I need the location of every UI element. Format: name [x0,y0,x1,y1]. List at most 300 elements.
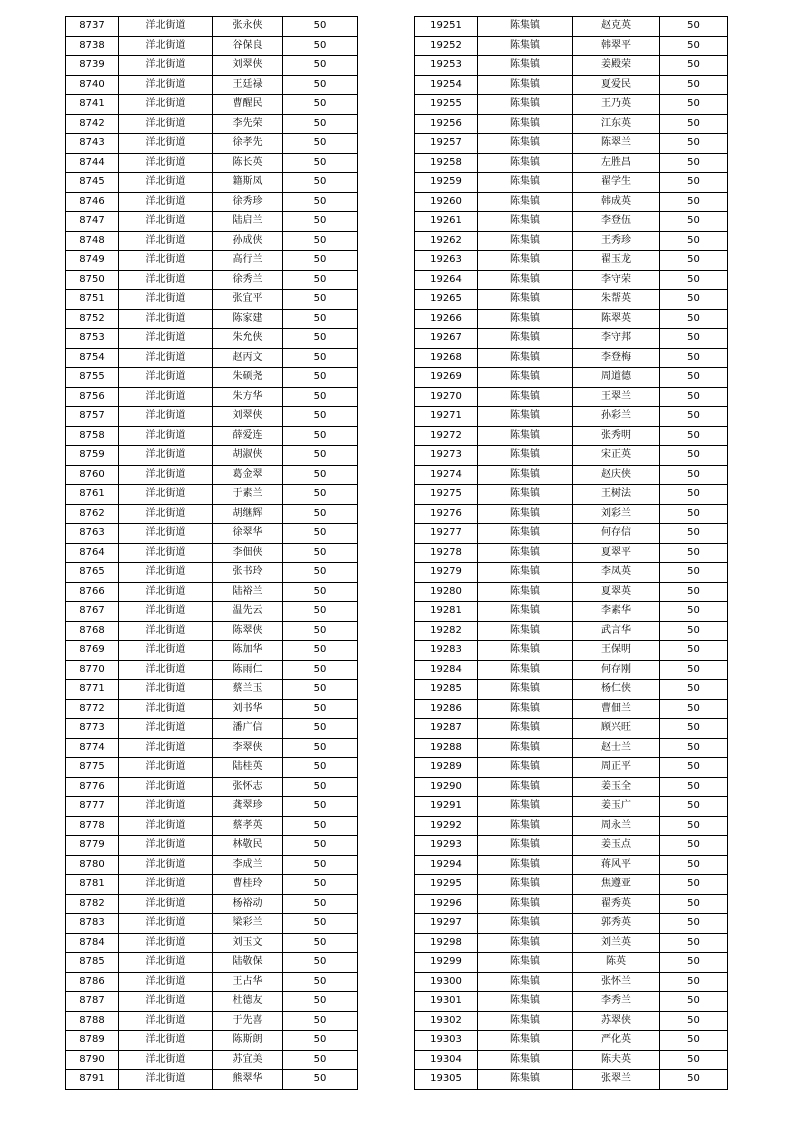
person-name-cell: 韩成英 [573,192,660,212]
township-cell: 洋北街道 [119,894,213,914]
person-name-cell: 高行兰 [213,251,283,271]
amount-cell: 50 [283,309,358,329]
table-row [415,543,728,563]
person-name-cell: 潘广信 [213,719,283,739]
table-row [415,758,728,778]
table-row [415,134,728,154]
amount-cell: 50 [283,231,358,251]
table-row [415,368,728,388]
table-row [66,251,358,271]
table-row [66,719,358,739]
township-cell: 洋北街道 [119,95,213,115]
person-name-cell: 陈长英 [213,153,283,173]
serial-number-cell: 8737 [66,17,119,37]
table-row [66,504,358,524]
amount-cell: 50 [283,972,358,992]
serial-number-cell: 19264 [415,270,478,290]
township-cell: 洋北街道 [119,641,213,661]
amount-cell: 50 [660,699,728,719]
table-row [66,933,358,953]
township-cell: 洋北街道 [119,465,213,485]
person-name-cell: 焦遵亚 [573,875,660,895]
amount-cell: 50 [660,797,728,817]
person-name-cell: 胡淑侠 [213,446,283,466]
serial-number-cell: 8760 [66,465,119,485]
township-cell: 陈集镇 [478,894,573,914]
amount-cell: 50 [660,972,728,992]
township-cell: 陈集镇 [478,95,573,115]
amount-cell: 50 [283,290,358,310]
township-cell: 洋北街道 [119,290,213,310]
table-row [66,524,358,544]
person-name-cell: 李登梅 [573,348,660,368]
person-name-cell: 薛爱连 [213,426,283,446]
township-cell: 陈集镇 [478,212,573,232]
table-row [66,485,358,505]
person-name-cell: 夏翠英 [573,582,660,602]
person-name-cell: 朱允侠 [213,329,283,349]
table-row [66,1031,358,1051]
serial-number-cell: 19271 [415,407,478,427]
township-cell: 洋北街道 [119,426,213,446]
township-cell: 陈集镇 [478,699,573,719]
person-name-cell: 陈斯朗 [213,1031,283,1051]
person-name-cell: 张书玲 [213,563,283,583]
amount-cell: 50 [283,797,358,817]
township-cell: 洋北街道 [119,17,213,37]
township-cell: 洋北街道 [119,446,213,466]
person-name-cell: 李守荣 [573,270,660,290]
table-row [415,621,728,641]
serial-number-cell: 8738 [66,36,119,56]
person-name-cell: 徐秀珍 [213,192,283,212]
amount-cell: 50 [660,1050,728,1070]
person-name-cell: 张怀志 [213,777,283,797]
amount-cell: 50 [660,348,728,368]
table-row [415,797,728,817]
person-name-cell: 何存信 [573,524,660,544]
amount-cell: 50 [660,855,728,875]
table-row [66,855,358,875]
amount-cell: 50 [660,251,728,271]
table-row [66,582,358,602]
person-name-cell: 王翠兰 [573,387,660,407]
right-roster-body [415,17,728,1090]
person-name-cell: 武言华 [573,621,660,641]
person-name-cell: 杜德友 [213,992,283,1012]
person-name-cell: 朱方华 [213,387,283,407]
person-name-cell: 李素华 [573,602,660,622]
person-name-cell: 张宜平 [213,290,283,310]
township-cell: 洋北街道 [119,563,213,583]
amount-cell: 50 [660,56,728,76]
person-name-cell: 王乃英 [573,95,660,115]
table-row [415,855,728,875]
amount-cell: 50 [283,134,358,154]
serial-number-cell: 19296 [415,894,478,914]
amount-cell: 50 [660,231,728,251]
amount-cell: 50 [660,465,728,485]
table-row [66,816,358,836]
township-cell: 陈集镇 [478,17,573,37]
township-cell: 陈集镇 [478,290,573,310]
serial-number-cell: 8745 [66,173,119,193]
person-name-cell: 刘玉文 [213,933,283,953]
table-row [66,387,358,407]
township-cell: 洋北街道 [119,699,213,719]
person-name-cell: 陈翠侠 [213,621,283,641]
table-row [66,602,358,622]
township-cell: 洋北街道 [119,504,213,524]
person-name-cell: 陈翠兰 [573,134,660,154]
amount-cell: 50 [283,582,358,602]
person-name-cell: 李秀兰 [573,992,660,1012]
township-cell: 陈集镇 [478,758,573,778]
township-cell: 陈集镇 [478,36,573,56]
table-row [66,836,358,856]
amount-cell: 50 [660,485,728,505]
amount-cell: 50 [283,387,358,407]
amount-cell: 50 [660,212,728,232]
table-row [66,894,358,914]
township-cell: 陈集镇 [478,543,573,563]
table-row [66,972,358,992]
township-cell: 陈集镇 [478,134,573,154]
serial-number-cell: 19299 [415,953,478,973]
serial-number-cell: 8785 [66,953,119,973]
amount-cell: 50 [283,933,358,953]
amount-cell: 50 [660,914,728,934]
serial-number-cell: 19290 [415,777,478,797]
township-cell: 洋北街道 [119,933,213,953]
serial-number-cell: 19297 [415,914,478,934]
person-name-cell: 籍斯凤 [213,173,283,193]
township-cell: 陈集镇 [478,114,573,134]
township-cell: 陈集镇 [478,329,573,349]
township-cell: 洋北街道 [119,1011,213,1031]
serial-number-cell: 8758 [66,426,119,446]
township-cell: 陈集镇 [478,446,573,466]
township-cell: 洋北街道 [119,56,213,76]
table-row [415,95,728,115]
person-name-cell: 翟玉龙 [573,251,660,271]
amount-cell: 50 [660,134,728,154]
serial-number-cell: 8748 [66,231,119,251]
amount-cell: 50 [283,816,358,836]
amount-cell: 50 [283,1070,358,1090]
serial-number-cell: 8783 [66,914,119,934]
amount-cell: 50 [283,75,358,95]
person-name-cell: 赵丙文 [213,348,283,368]
serial-number-cell: 8786 [66,972,119,992]
table-row [66,446,358,466]
table-row [66,309,358,329]
amount-cell: 50 [660,777,728,797]
township-cell: 洋北街道 [119,368,213,388]
person-name-cell: 左胜昌 [573,153,660,173]
person-name-cell: 赵庆侠 [573,465,660,485]
amount-cell: 50 [283,875,358,895]
table-row [415,114,728,134]
person-name-cell: 李成兰 [213,855,283,875]
serial-number-cell: 19294 [415,855,478,875]
table-row [66,17,358,37]
table-row [415,582,728,602]
township-cell: 洋北街道 [119,1050,213,1070]
serial-number-cell: 19302 [415,1011,478,1031]
table-row [415,680,728,700]
serial-number-cell: 8759 [66,446,119,466]
serial-number-cell: 19257 [415,134,478,154]
table-row [415,953,728,973]
table-row [415,387,728,407]
serial-number-cell: 19277 [415,524,478,544]
person-name-cell: 姜玉点 [573,836,660,856]
serial-number-cell: 8749 [66,251,119,271]
township-cell: 洋北街道 [119,407,213,427]
township-cell: 陈集镇 [478,1031,573,1051]
table-row [66,134,358,154]
amount-cell: 50 [283,1031,358,1051]
township-cell: 陈集镇 [478,192,573,212]
serial-number-cell: 8774 [66,738,119,758]
township-cell: 陈集镇 [478,816,573,836]
table-row [415,602,728,622]
table-row [415,251,728,271]
amount-cell: 50 [283,894,358,914]
amount-cell: 50 [283,465,358,485]
person-name-cell: 李佃侠 [213,543,283,563]
table-row [415,933,728,953]
amount-cell: 50 [283,56,358,76]
amount-cell: 50 [660,563,728,583]
person-name-cell: 李先荣 [213,114,283,134]
township-cell: 陈集镇 [478,1070,573,1090]
amount-cell: 50 [283,446,358,466]
amount-cell: 50 [660,446,728,466]
township-cell: 洋北街道 [119,914,213,934]
serial-number-cell: 8746 [66,192,119,212]
township-cell: 洋北街道 [119,797,213,817]
person-name-cell: 孙成侠 [213,231,283,251]
table-row [415,36,728,56]
serial-number-cell: 19270 [415,387,478,407]
table-row [415,875,728,895]
person-name-cell: 夏爱民 [573,75,660,95]
table-row [415,1031,728,1051]
township-cell: 洋北街道 [119,680,213,700]
township-cell: 洋北街道 [119,758,213,778]
person-name-cell: 曹醒民 [213,95,283,115]
person-name-cell: 陈夫英 [573,1050,660,1070]
table-row [66,1070,358,1090]
amount-cell: 50 [660,719,728,739]
person-name-cell: 姜殿荣 [573,56,660,76]
township-cell: 洋北街道 [119,212,213,232]
person-name-cell: 蔡兰玉 [213,680,283,700]
person-name-cell: 曹佃兰 [573,699,660,719]
township-cell: 洋北街道 [119,621,213,641]
serial-number-cell: 19295 [415,875,478,895]
amount-cell: 50 [660,407,728,427]
township-cell: 洋北街道 [119,485,213,505]
serial-number-cell: 19293 [415,836,478,856]
person-name-cell: 胡继辉 [213,504,283,524]
table-row [415,836,728,856]
amount-cell: 50 [660,504,728,524]
amount-cell: 50 [660,621,728,641]
table-row [415,231,728,251]
table-row [66,543,358,563]
person-name-cell: 王保明 [573,641,660,661]
township-cell: 洋北街道 [119,192,213,212]
person-name-cell: 朱硕尧 [213,368,283,388]
person-name-cell: 王占华 [213,972,283,992]
serial-number-cell: 19280 [415,582,478,602]
amount-cell: 50 [660,290,728,310]
amount-cell: 50 [283,153,358,173]
table-row [415,485,728,505]
serial-number-cell: 19279 [415,563,478,583]
table-row [66,231,358,251]
amount-cell: 50 [660,875,728,895]
serial-number-cell: 8753 [66,329,119,349]
township-cell: 陈集镇 [478,387,573,407]
township-cell: 陈集镇 [478,348,573,368]
table-row [66,426,358,446]
township-cell: 陈集镇 [478,641,573,661]
township-cell: 陈集镇 [478,504,573,524]
table-row [66,270,358,290]
table-row [415,290,728,310]
amount-cell: 50 [660,1011,728,1031]
table-row [66,407,358,427]
amount-cell: 50 [660,894,728,914]
person-name-cell: 林敬民 [213,836,283,856]
serial-number-cell: 8764 [66,543,119,563]
table-row [415,465,728,485]
serial-number-cell: 19259 [415,173,478,193]
table-row [415,777,728,797]
serial-number-cell: 19305 [415,1070,478,1090]
township-cell: 陈集镇 [478,485,573,505]
serial-number-cell: 8787 [66,992,119,1012]
serial-number-cell: 19292 [415,816,478,836]
person-name-cell: 陆桂英 [213,758,283,778]
serial-number-cell: 8772 [66,699,119,719]
amount-cell: 50 [283,602,358,622]
township-cell: 陈集镇 [478,777,573,797]
person-name-cell: 陈雨仁 [213,660,283,680]
serial-number-cell: 8782 [66,894,119,914]
serial-number-cell: 8747 [66,212,119,232]
township-cell: 陈集镇 [478,524,573,544]
amount-cell: 50 [283,641,358,661]
person-name-cell: 王树法 [573,485,660,505]
amount-cell: 50 [660,309,728,329]
person-name-cell: 苏宜美 [213,1050,283,1070]
left-roster-table [65,16,358,1090]
amount-cell: 50 [283,738,358,758]
serial-number-cell: 8766 [66,582,119,602]
person-name-cell: 陈加华 [213,641,283,661]
amount-cell: 50 [283,504,358,524]
serial-number-cell: 8744 [66,153,119,173]
serial-number-cell: 19266 [415,309,478,329]
township-cell: 陈集镇 [478,914,573,934]
serial-number-cell: 19263 [415,251,478,271]
amount-cell: 50 [283,680,358,700]
person-name-cell: 于素兰 [213,485,283,505]
township-cell: 陈集镇 [478,797,573,817]
amount-cell: 50 [660,758,728,778]
person-name-cell: 赵克英 [573,17,660,37]
amount-cell: 50 [283,855,358,875]
serial-number-cell: 8780 [66,855,119,875]
township-cell: 洋北街道 [119,543,213,563]
person-name-cell: 张翠兰 [573,1070,660,1090]
amount-cell: 50 [283,329,358,349]
township-cell: 陈集镇 [478,1050,573,1070]
township-cell: 陈集镇 [478,621,573,641]
township-cell: 洋北街道 [119,855,213,875]
township-cell: 洋北街道 [119,816,213,836]
serial-number-cell: 8761 [66,485,119,505]
amount-cell: 50 [283,621,358,641]
table-row [66,465,358,485]
person-name-cell: 徐翠华 [213,524,283,544]
amount-cell: 50 [660,660,728,680]
person-name-cell: 翟学生 [573,173,660,193]
table-row [66,992,358,1012]
table-row [66,329,358,349]
serial-number-cell: 8740 [66,75,119,95]
serial-number-cell: 19300 [415,972,478,992]
serial-number-cell: 19303 [415,1031,478,1051]
serial-number-cell: 19278 [415,543,478,563]
amount-cell: 50 [283,563,358,583]
township-cell: 洋北街道 [119,114,213,134]
amount-cell: 50 [283,212,358,232]
table-row [66,1011,358,1031]
township-cell: 陈集镇 [478,660,573,680]
person-name-cell: 刘彩兰 [573,504,660,524]
table-row [415,816,728,836]
serial-number-cell: 8773 [66,719,119,739]
person-name-cell: 李登伍 [573,212,660,232]
serial-number-cell: 8757 [66,407,119,427]
serial-number-cell: 8739 [66,56,119,76]
serial-number-cell: 8767 [66,602,119,622]
person-name-cell: 顾兴旺 [573,719,660,739]
table-row [415,270,728,290]
serial-number-cell: 19289 [415,758,478,778]
person-name-cell: 李凤英 [573,563,660,583]
serial-number-cell: 19262 [415,231,478,251]
amount-cell: 50 [283,992,358,1012]
person-name-cell: 杨裕动 [213,894,283,914]
person-name-cell: 韩翠平 [573,36,660,56]
table-row [415,992,728,1012]
table-row [66,114,358,134]
table-row [66,56,358,76]
township-cell: 陈集镇 [478,953,573,973]
township-cell: 洋北街道 [119,738,213,758]
person-name-cell: 刘兰英 [573,933,660,953]
township-cell: 陈集镇 [478,972,573,992]
township-cell: 洋北街道 [119,1031,213,1051]
serial-number-cell: 19291 [415,797,478,817]
